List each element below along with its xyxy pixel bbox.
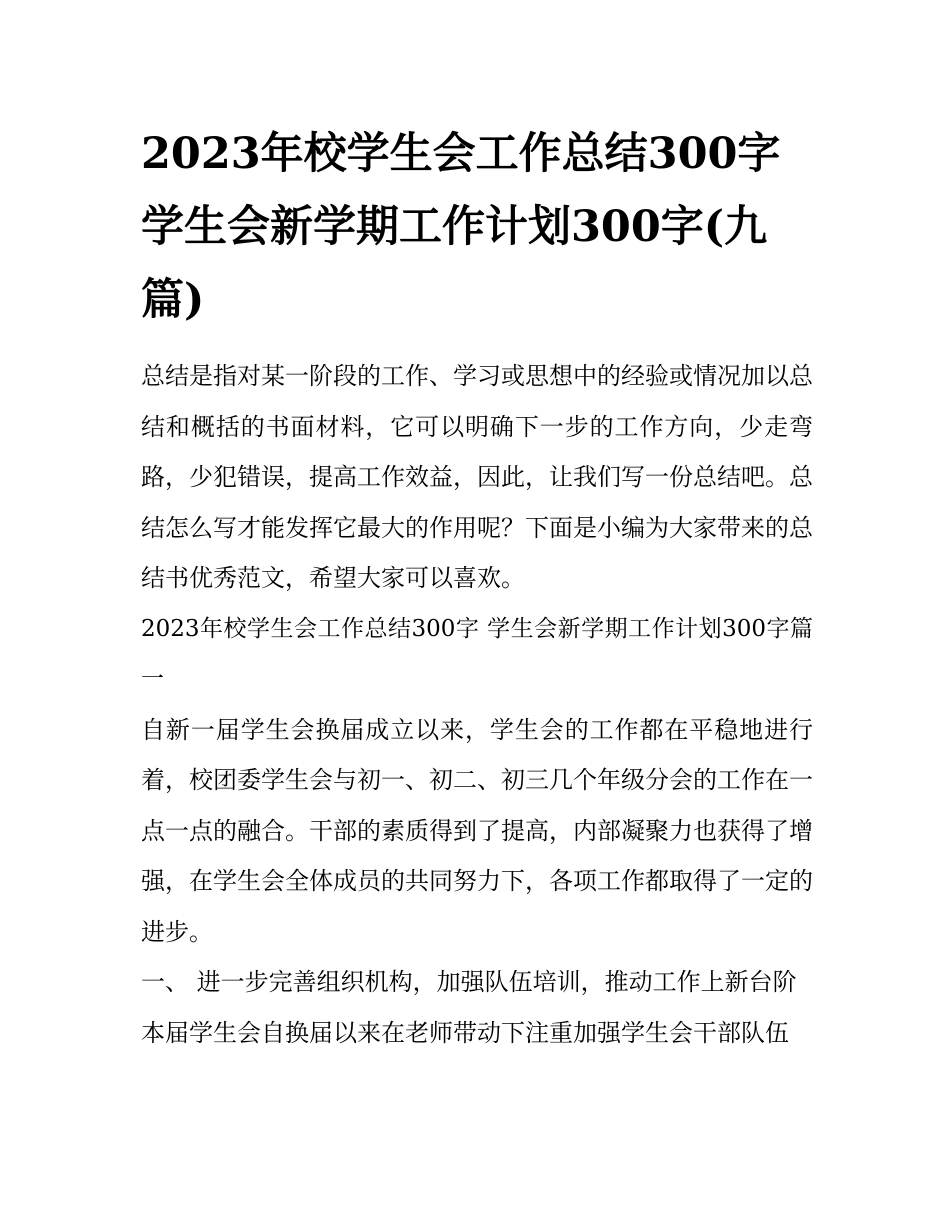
document-body bbox=[141, 118, 813, 1058]
intro-paragraph: 总结是指对某一阶段的工作、学习或思想中的经验或情况加以总结和概括的书面材料，它可以明确下一步的工作方向，少走弯路，少犯错误，提高工作效益，因此，让我们写一份总结吧。总结怎么写才能发挥它最大的作用呢？下面是小编为大家带来的总结书优秀范文，希望大家可以喜欢。 bbox=[141, 362, 813, 592]
document-title: 2023年校学生会工作总结300字 学生会新学期工作计划300字(九篇) bbox=[141, 129, 781, 325]
body-paragraph: 自新一届学生会换届成立以来，学生会的工作都在平稳地进行着，校团委学生会与初一、初二、初三几个年级分会的工作在一点一点的融合。干部的素质得到了提高，内部凝聚力也获得了增强，在学生会全体成员的共同努力下，各项工作都取得了一定的进步。 bbox=[141, 715, 813, 946]
section-heading: 2023年校学生会工作总结300字 学生会新学期工作计划300字篇一 bbox=[141, 615, 813, 692]
subsection-heading: 一、 进一步完善组织机构，加强队伍培训，推动工作上新台阶 bbox=[141, 968, 797, 996]
body-paragraph-continued: 本届学生会自换届以来在老师带动下注重加强学生会干部队伍 bbox=[141, 1018, 789, 1047]
